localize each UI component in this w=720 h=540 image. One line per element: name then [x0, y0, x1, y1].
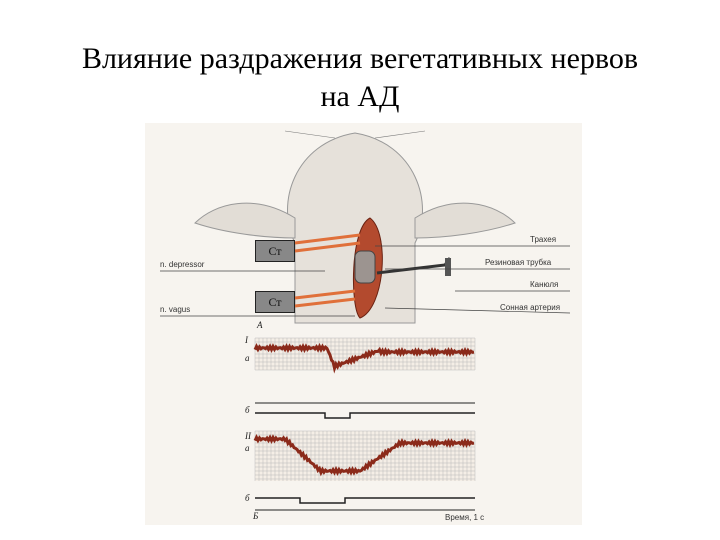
stimulator-box-top: Ст	[255, 240, 295, 262]
slide-title	[0, 40, 720, 116]
title-line-2: на АД	[320, 80, 400, 113]
experiment-figure	[145, 123, 582, 525]
trace1-roman: I	[245, 335, 248, 345]
title-line-1: Влияние раздражения вегетативных нервов	[81, 42, 639, 75]
label-n-vagus: n. vagus	[160, 305, 191, 314]
stimulator-box-bottom: Ст	[255, 291, 295, 313]
trace-panel-2	[255, 431, 475, 510]
trace2-b: б	[245, 493, 250, 503]
label-n-depressor: n. depressor	[160, 260, 205, 269]
figure-drawing	[145, 123, 582, 525]
panel-letter-b: Б	[253, 511, 259, 521]
trace1-b: б	[245, 405, 250, 415]
trace-panel-1	[255, 338, 475, 418]
trace2-a: а	[245, 443, 250, 453]
panel-letter-a: А	[257, 320, 263, 330]
rabbit-illustration	[195, 131, 515, 323]
label-carotid-artery: Сонная артерия	[500, 303, 561, 312]
trace1-a: а	[245, 353, 250, 363]
label-rubber-tube: Резиновая трубка	[485, 258, 552, 267]
trace2-roman: II	[245, 431, 251, 441]
label-trachea: Трахея	[530, 235, 557, 244]
time-label: Время, 1 с	[445, 513, 485, 522]
label-cannula: Канюля	[530, 280, 559, 289]
